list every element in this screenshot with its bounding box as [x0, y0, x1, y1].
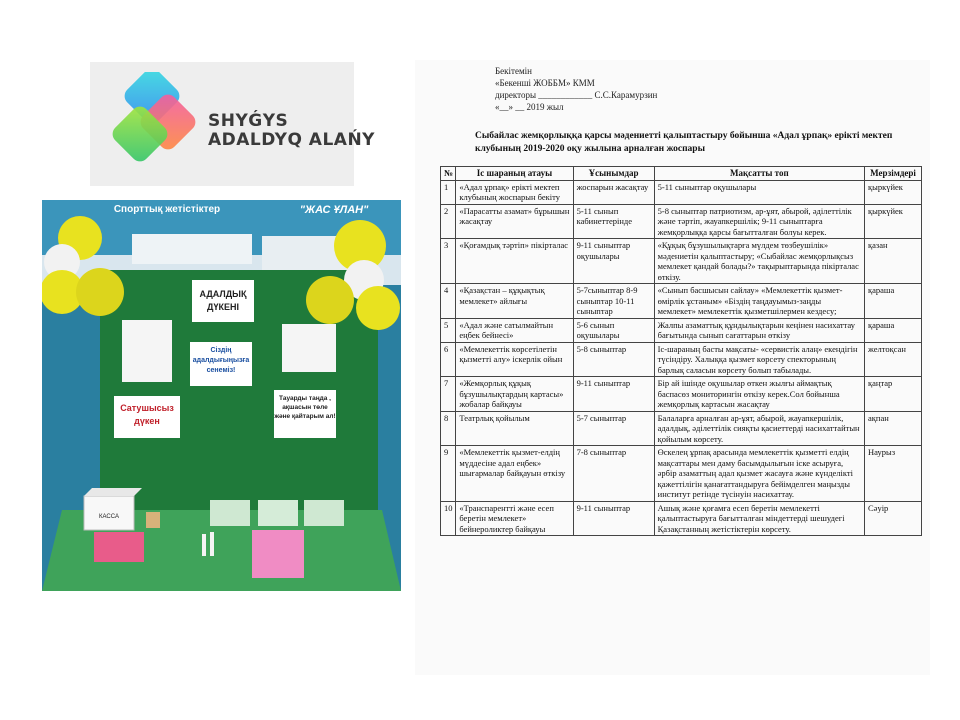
table-row — [441, 446, 922, 502]
table-row — [441, 204, 922, 239]
header-recommendation: Ұсынымдар — [573, 167, 654, 181]
logo-line-2: ADALDYQ ALAŃY — [208, 130, 375, 150]
approve-date: «__» __ 2019 жыл — [495, 102, 564, 112]
table-row — [441, 342, 922, 377]
plan-table — [440, 166, 922, 536]
cell-event: Театрлық қойылым — [456, 411, 573, 446]
plan-document — [415, 60, 930, 675]
photo-scene — [42, 200, 401, 591]
cell-target-group: Жалпы азаматтық құндылықтарын кеңінен насихаттау бағытында сынып сағаттарын өткізу — [654, 318, 864, 342]
cell-target-group: 5-8 сыныптар патриотизм, ар-ұят, абырой, әділеттілік және тәртіп, жауапкершілік; 9-11 сыныптарға жемқорлыққа қарсы бағытталған болуы керек. — [654, 204, 864, 239]
cell-target-group: Балаларға арналған ар-ұят, абырой, жауапкершілік, адалдық, әділеттілік сияқты қасиеттерді насихаттайтын қойылым көрсету. — [654, 411, 864, 446]
cell-target-group: Өскелең ұрпақ арасында мемлекеттік қызметті елдің мақсаттары мен даму басымдылығын іске асыруға, әрбір азаматтың адал қызмет жасауға және күнделікті қажеттілігін қанағаттандыруға бейімделген маңызды институт ретінде түсінуін насихаттау. — [654, 446, 864, 502]
cell-event: «Транспарентті және есеп беретін мемлекет» бейнероликтер байқауы — [456, 501, 573, 536]
cell-number: 6 — [441, 342, 456, 377]
table-row — [441, 377, 922, 412]
cell-event: «Мемлекеттік көрсетілетін қызметті алу» іскерлік ойын — [456, 342, 573, 377]
cell-number: 10 — [441, 501, 456, 536]
cell-deadline: желтоқсан — [865, 342, 922, 377]
cell-deadline: Сәуір — [865, 501, 922, 536]
cell-target-group: Бір ай ішінде оқушылар өткен жылғы аймақтық баспасөз мониторингін өткізу керек.Сол бойынша жемқорлық картасын жасақтау — [654, 377, 864, 412]
cell-recommendation: 5-11 сынып кабинеттерінде — [573, 204, 654, 239]
cell-event: «Адал және сатылмайтын еңбек бейнесі» — [456, 318, 573, 342]
approve-director: директоры ____________ С.С.Карамурзин — [495, 90, 658, 100]
cell-number: 4 — [441, 284, 456, 319]
cell-recommendation: 5-7 сыныптар — [573, 411, 654, 446]
banner-zhas-ulan: "ЖАС ҰЛАН" — [299, 204, 369, 216]
cell-deadline: Наурыз — [865, 446, 922, 502]
cell-target-group: «Құқық бұзушылықтарға мүлдем төзбеушілік» мәдениетін қалыптастыру; «Сыбайлас жемқорлықсыз мемлекет қандай болады?» тақырыптарында пікірталас өткізу. — [654, 239, 864, 284]
cell-recommendation: 5-6 сынып оқушылары — [573, 318, 654, 342]
cell-number: 9 — [441, 446, 456, 502]
poster-instruction: Тауарды таңда , ақшасын төле және қайтарым ал! — [274, 395, 336, 420]
header-number: № — [441, 167, 456, 181]
table-row — [441, 501, 922, 536]
cell-number: 3 — [441, 239, 456, 284]
poster-trust: Сіздің адалдығыңызға сенеміз! — [192, 347, 250, 374]
plan-table-body — [441, 180, 922, 536]
header-event: Іс шараның атауы — [456, 167, 573, 181]
logo-line-1: SHYǴYS — [208, 111, 289, 131]
cell-event: «Қазақстан – құқықтық мемлекет» айлығы — [456, 284, 573, 319]
cell-number: 2 — [441, 204, 456, 239]
cell-number: 7 — [441, 377, 456, 412]
approve-org: «Бекенші ЖОББМ» КММ — [495, 78, 595, 88]
cell-deadline: қыркүйек — [865, 204, 922, 239]
table-row — [441, 239, 922, 284]
logo-mark-icon — [100, 72, 200, 176]
cell-recommendation: 9-11 сыныптар — [573, 377, 654, 412]
cell-number: 5 — [441, 318, 456, 342]
cell-recommendation: жоспарын жасақтау — [573, 180, 654, 204]
cell-event: «Мемлекеттік қызмет-елдің мүддесіне адал еңбек» шығармалар байқауын өткізу — [456, 446, 573, 502]
cell-deadline: қараша — [865, 318, 922, 342]
cell-recommendation: 7-8 сыныптар — [573, 446, 654, 502]
approve-label: Бекітемін — [495, 66, 532, 76]
cell-event: «Адал ұрпақ» ерікті мектеп клубының жоспарын бекіту — [456, 180, 573, 204]
header-deadline: Мерзімдері — [865, 167, 922, 181]
logo-wordmark — [208, 112, 375, 150]
cash-box-label: КАССА — [99, 514, 119, 520]
cash-box — [84, 496, 134, 530]
table-header-row — [441, 167, 922, 181]
header-target-group: Мақсатты топ — [654, 167, 864, 181]
cell-number: 1 — [441, 180, 456, 204]
cell-target-group: Іс-шараның басты мақсаты- «сервистік алаң» екендігін түсіндіру. Халыққа қызмет көрсету спекторының барлық саласын көрсету болып табылады. — [654, 342, 864, 377]
cell-event: «Жемқорлық құқық бұзушылықтардың картасы» жобалар байқауы — [456, 377, 573, 412]
cell-deadline: қыркүйек — [865, 180, 922, 204]
cell-event: «Қоғамдық тәртіп» пікірталас — [456, 239, 573, 284]
cell-deadline: ақпан — [865, 411, 922, 446]
poster-honesty-shop: АДАЛДЫҚ ДҮКЕНІ — [199, 289, 247, 312]
table-row — [441, 318, 922, 342]
poster-no-seller: Сатушысыз дүкен — [120, 403, 174, 426]
cell-deadline: қараша — [865, 284, 922, 319]
cell-recommendation: 9-11 сыныптар оқушылары — [573, 239, 654, 284]
cell-recommendation: 9-11 сыныптар — [573, 501, 654, 536]
cell-target-group: 5-11 сыныптар оқушылары — [654, 180, 864, 204]
table-row — [441, 284, 922, 319]
cell-target-group: Ашық және қоғамға есеп беретін мемлекетті қалыптастыруға бағытталған міндеттерді шешудегі Қазақстанның жетістіктерін көрсету. — [654, 501, 864, 536]
cell-number: 8 — [441, 411, 456, 446]
banner-sport: Спорттық жетістіктер — [113, 204, 221, 215]
document-title: Сыбайлас жемқорлыққа қарсы мәдениетті қалыптастыру бойынша «Адал ұрпақ» ерікті мектеп клубының 2019-2020 оқу жылына арналған жоспары — [475, 131, 893, 154]
cell-deadline: қазан — [865, 239, 922, 284]
table-row — [441, 180, 922, 204]
table-row — [441, 411, 922, 446]
cell-target-group: «Сынып басшысын сайлау» «Мемлекеттік қызмет- өмірлік ұстаным» «Біздің таңдауымыз-заңды мемлекет» мемлекеттік қызметшілермен кездесу; — [654, 284, 864, 319]
cell-deadline: қаңтар — [865, 377, 922, 412]
cell-event: «Парасатты азамат» бұрышын жасақтау — [456, 204, 573, 239]
cell-recommendation: 5-8 сыныптар — [573, 342, 654, 377]
logo-panel — [90, 62, 375, 186]
cell-recommendation: 5-7сыныптар 8-9 сыныптар 10-11 сыныптар — [573, 284, 654, 319]
honesty-shop-photo — [42, 200, 401, 591]
